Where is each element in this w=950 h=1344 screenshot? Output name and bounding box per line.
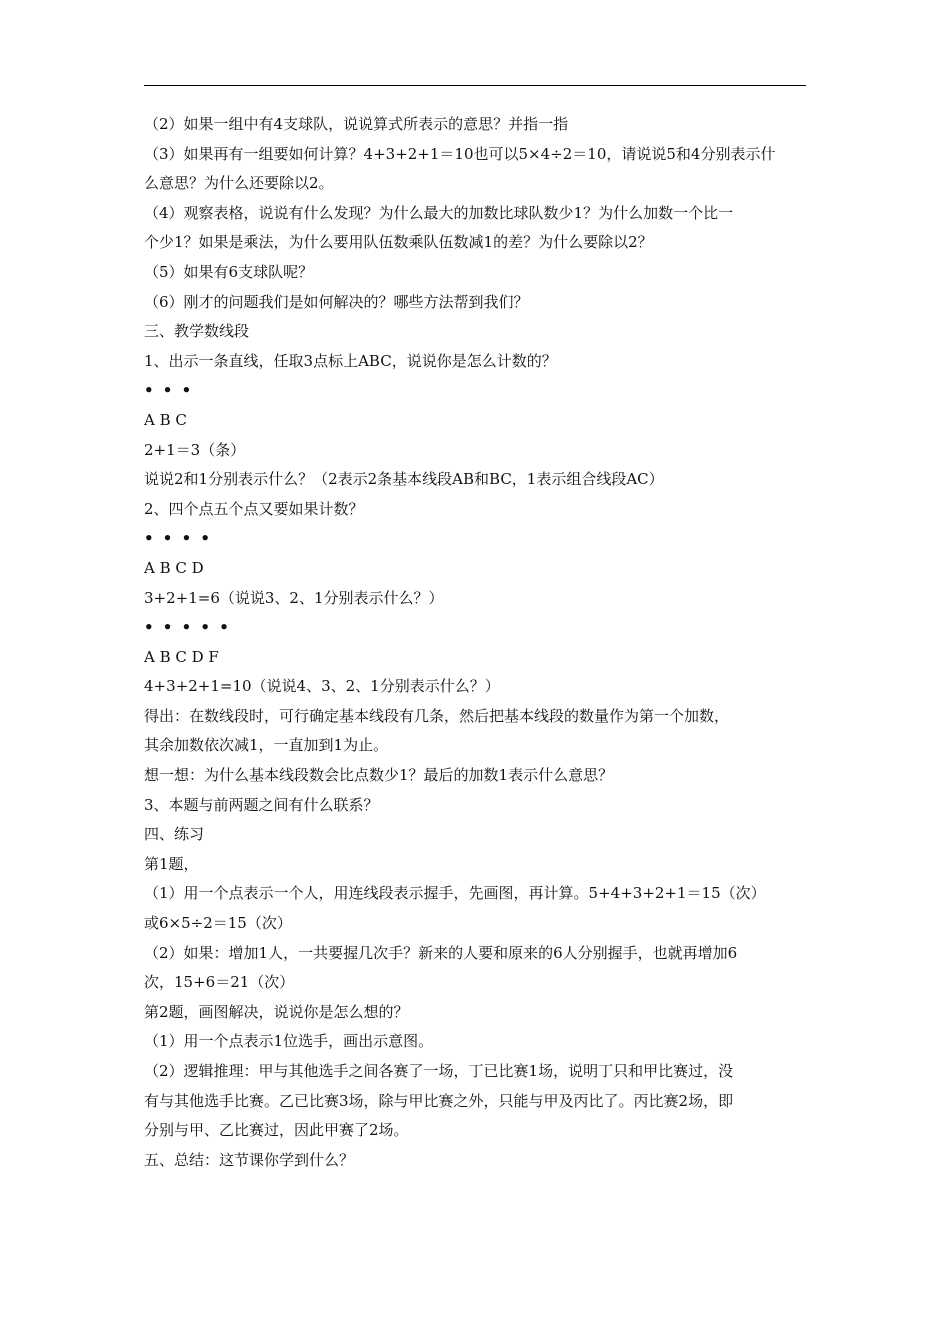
text-line: 有与其他选手比赛。乙已比赛3场，除与甲比赛之外，只能与甲及丙比了。丙比赛2场，即 [144,1091,734,1110]
text-line: （1）用一个点表示1位选手，画出示意图。 [144,1032,434,1051]
section-heading: 三、教学数线段 [144,322,250,341]
dots-row: • • • • [144,529,213,548]
text-line: 么意思？为什么还要除以2。 [144,174,334,193]
text-line: 得出：在数线段时，可行确定基本线段有几条，然后把基本线段的数量作为第一个加数， [144,706,730,725]
document-body [144,110,806,1175]
text-line: 1、出示一条直线，任取3点标上ABC，说说你是怎么计数的？ [144,351,557,370]
text-line: 个少1？如果是乘法，为什么要用队伍数乘队伍数减1的差？为什么要除以2？ [144,233,653,252]
text-line: （2）如果一组中有4支球队，说说算式所表示的意思？并指一指 [144,115,569,133]
point-labels: A B C D [144,558,204,577]
text-line: （4）观察表格，说说有什么发现？为什么最大的加数比球队数少1？为什么加数一个比一 [144,203,734,222]
text-line: 想一想：为什么基本线段数会比点数少1？最后的加数1表示什么意思？ [144,766,614,785]
text-line: 第1题， [144,854,199,873]
text-line: 第2题，画图解决，说说你是怎么想的？ [144,1002,409,1021]
text-line: 其余加数依次减1，一直加到1为止。 [144,736,389,755]
text-line: 说说2和1分别表示什么？（2表示2条基本线段AB和BC，1表示组合线段AC） [144,470,664,489]
text-line: （6）刚才的问题我们是如何解决的？哪些方法帮到我们？ [144,292,529,311]
text-line: 4+3+2+1=10（说说4、3、2、1分别表示什么？） [144,677,500,696]
text-line: 分别与甲、乙比赛过，因此甲赛了2场。 [144,1121,409,1140]
text-line: 2+1＝3（条） [144,440,246,459]
text-line: （5）如果有6支球队呢？ [144,262,314,281]
point-labels: A B C D F [144,647,219,666]
text-line: 2、四个点五个点又要如果计数？ [144,499,364,518]
header-rule [144,85,806,86]
point-labels: A B C [144,410,187,429]
text-line: 3、本题与前两题之间有什么联系？ [144,795,379,814]
text-line: 3+2+1=6（说说3、2、1分别表示什么？） [144,588,444,607]
section-heading: 五、总结：这节课你学到什么？ [144,1150,355,1169]
section-heading: 四、练习 [144,825,205,844]
text-line: （2）如果：增加1人，一共要握几次手？新来的人要和原来的6人分别握手，也就再增加6 [144,943,738,962]
dots-row: • • • [144,381,194,400]
text-line: 次，15+6＝21（次） [144,973,295,992]
text-line: 或6×5÷2＝15（次） [144,914,292,933]
dots-row: • • • • • [144,618,231,637]
text-line: （2）逻辑推理：甲与其他选手之间各赛了一场，丁已比赛1场，说明丁只和甲比赛过，没 [144,1062,734,1080]
text-line: （1）用一个点表示一个人，用连线段表示握手，先画图，再计算。5+4+3+2+1＝15（次） [144,884,766,903]
text-line: （3）如果再有一组要如何计算？4+3+2+1＝10也可以5×4÷2＝10，请说说5和4分别表示什 [144,144,776,163]
